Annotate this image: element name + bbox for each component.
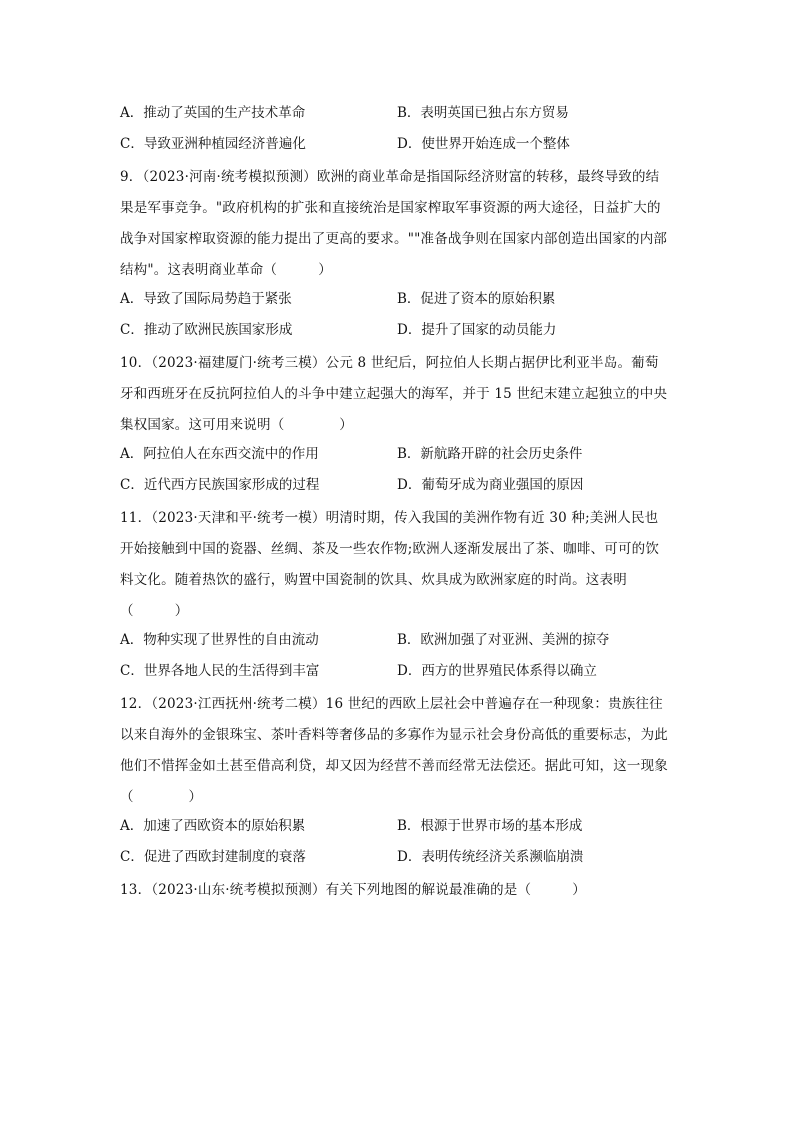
q9-stem-line: 结构"。这表明商业革命（ ） xyxy=(120,262,332,278)
q11-options-row-2 xyxy=(120,658,680,689)
q13-stem xyxy=(120,875,680,906)
q12-option-b[interactable]: B．根源于世界市场的基本形成 xyxy=(397,818,583,834)
q12-stem-line: 他们不惜挥金如土甚至借高利贷，却又因为经营不善而经常无法偿还。据此可知，这一现象 xyxy=(120,758,668,774)
q11-option-b[interactable]: B．欧洲加强了对亚洲、美洲的掠夺 xyxy=(397,632,610,648)
q10-options-row-1 xyxy=(120,441,680,472)
q11-stem-line: 料文化。随着热饮的盛行，购置中国瓷制的饮具、炊具成为欧洲家庭的时尚。这表明 xyxy=(120,572,627,588)
q10-stem xyxy=(120,348,680,441)
q10-stem-line: 10．（2023·福建厦门·统考三模）公元 8 世纪后，阿拉伯人长期占据伊比利亚半岛。葡萄 xyxy=(120,355,659,371)
q11-options-row-1 xyxy=(120,627,680,658)
q8-options-row-2 xyxy=(120,131,680,162)
q12-option-d[interactable]: D．表明传统经济关系濒临崩溃 xyxy=(397,849,584,865)
q11-stem xyxy=(120,503,680,627)
q10-option-b[interactable]: B．新航路开辟的社会历史条件 xyxy=(397,446,583,462)
q9-option-b[interactable]: B．促进了资本的原始积累 xyxy=(397,291,556,307)
q8-option-a[interactable]: A．推动了英国的生产技术革命 xyxy=(120,105,306,121)
q9-options-row-1 xyxy=(120,286,680,317)
q8-options-row-1 xyxy=(120,100,680,131)
q12-option-a[interactable]: A．加速了西欧资本的原始积累 xyxy=(120,818,306,834)
q9-stem-line: 战争对国家榨取资源的能力提出了更高的要求。""准备战争则在国家内部创造出国家的内部 xyxy=(120,231,668,247)
q9-option-d[interactable]: D．提升了国家的动员能力 xyxy=(397,322,557,338)
q10-stem-line: 集权国家。这可用来说明（ ） xyxy=(120,417,353,433)
q9-stem xyxy=(120,162,680,286)
q12-options-row-2 xyxy=(120,844,680,875)
q10-option-c[interactable]: C．近代西方民族国家形成的过程 xyxy=(120,477,320,493)
q8-option-c[interactable]: C．导致亚洲种植园经济普遍化 xyxy=(120,136,306,152)
q9-stem-line: 果是军事竞争。"政府机构的扩张和直接统治是国家榨取军事资源的两大途径，日益扩大的 xyxy=(120,200,661,216)
q9-option-c[interactable]: C．推动了欧洲民族国家形成 xyxy=(120,322,293,338)
q9-stem-line: 9．（2023·河南·统考模拟预测）欧洲的商业革命是指国际经济财富的转移，最终导致的结 xyxy=(120,169,660,185)
q11-stem-line: 开始接触到中国的瓷器、丝绸、茶及一些农作物;欧洲人逐渐发展出了茶、咖啡、可可的饮 xyxy=(120,541,660,557)
q11-option-a[interactable]: A．物种实现了世界性的自由流动 xyxy=(120,632,319,648)
q12-option-c[interactable]: C．促进了西欧封建制度的衰落 xyxy=(120,849,306,865)
q12-stem-line: 12．（2023·江西抚州·统考二模）16 世纪的西欧上层社会中普遍存在一种现象：贵族往往 xyxy=(120,696,663,712)
q10-options-row-2 xyxy=(120,472,680,503)
q12-stem-line: （ ） xyxy=(120,789,203,805)
q11-option-c[interactable]: C．世界各地人民的生活得到丰富 xyxy=(120,663,320,679)
q11-stem-line: （ ） xyxy=(120,603,189,619)
exam-page xyxy=(120,100,680,906)
q8-option-d[interactable]: D．使世界开始连成一个整体 xyxy=(397,136,570,152)
q11-stem-line: 11．（2023·天津和平·统考一模）明清时期，传入我国的美洲作物有近 30 种;美洲人民也 xyxy=(120,510,659,526)
q12-options-row-1 xyxy=(120,813,680,844)
q8-option-b[interactable]: B．表明英国已独占东方贸易 xyxy=(397,105,569,121)
q10-option-d[interactable]: D．葡萄牙成为商业强国的原因 xyxy=(397,477,584,493)
q12-stem xyxy=(120,689,680,813)
q12-stem-line: 以来自海外的金银珠宝、茶叶香料等奢侈品的多寡作为显示社会身份高低的重要标志，为此 xyxy=(120,727,668,743)
q10-option-a[interactable]: A．阿拉伯人在东西交流中的作用 xyxy=(120,446,319,462)
q9-option-a[interactable]: A．导致了国际局势趋于紧张 xyxy=(120,291,292,307)
q10-stem-line: 牙和西班牙在反抗阿拉伯人的斗争中建立起强大的海军，并于 15 世纪末建立起独立的中央 xyxy=(120,386,668,402)
q11-option-d[interactable]: D．西方的世界殖民体系得以确立 xyxy=(397,663,597,679)
q13-stem-line: 13．（2023·山东·统考模拟预测）有关下列地图的解说最准确的是（ ） xyxy=(120,882,586,898)
q9-options-row-2 xyxy=(120,317,680,348)
